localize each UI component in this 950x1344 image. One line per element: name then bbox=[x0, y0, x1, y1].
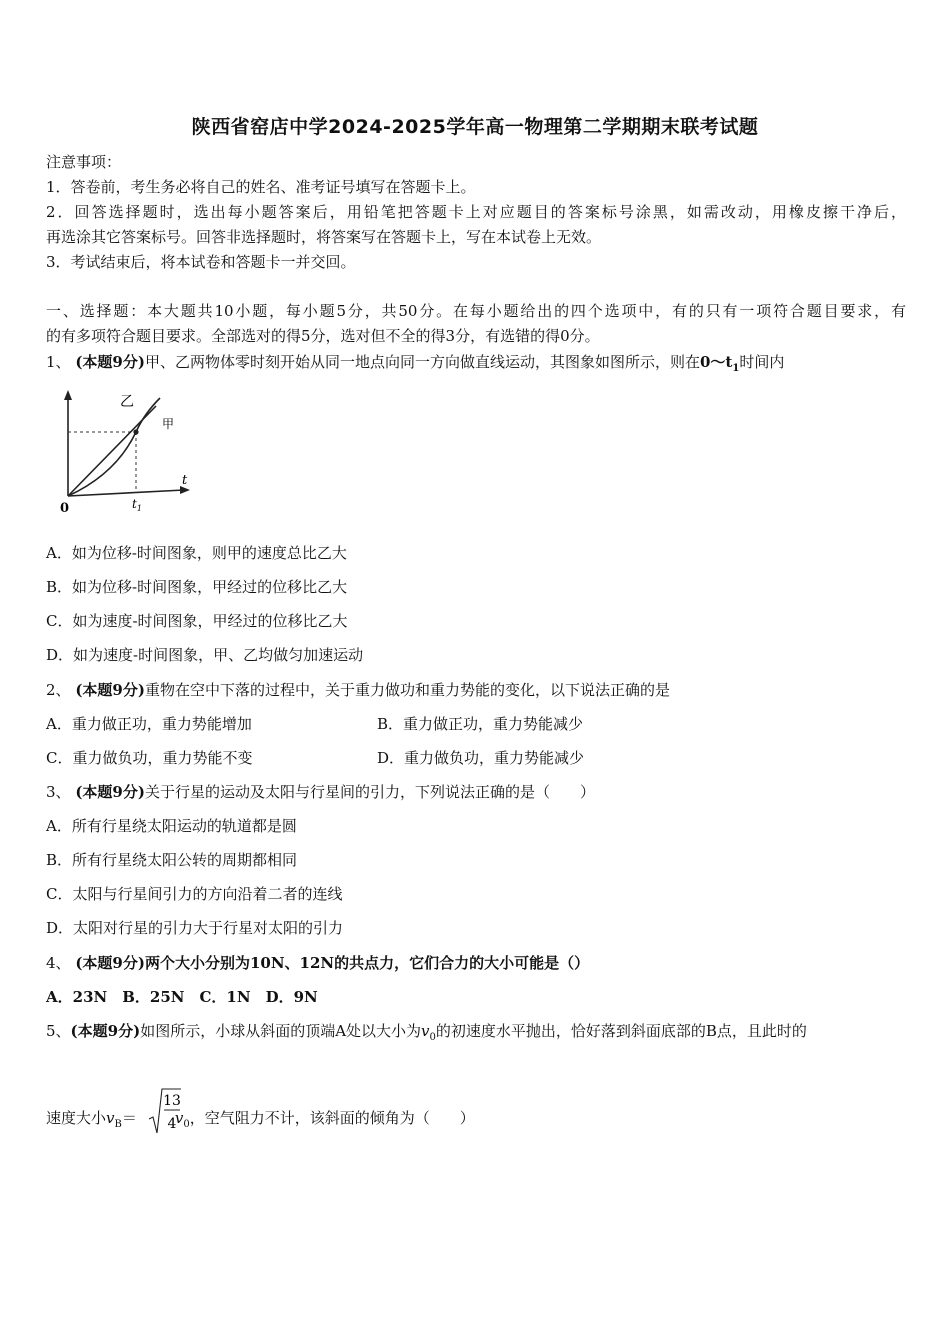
option-d: D．如为速度-时间图象，甲、乙均做匀加速运动 bbox=[46, 646, 364, 664]
section-instruction: 一、选择题：本大题共10小题，每小题5分，共50分。在每小题给出的四个选项中，有的只有一项符合题目要求，有 bbox=[46, 302, 906, 320]
option-b: B．所有行星绕太阳公转的周期都相同 bbox=[46, 851, 298, 869]
symbol-v: v bbox=[174, 1109, 184, 1127]
option-a: A．重力做正功，重力势能增加 bbox=[46, 715, 252, 733]
symbol-v: v bbox=[106, 1109, 115, 1127]
option-d: D．太阳对行星的引力大于行星对太阳的引力 bbox=[46, 919, 344, 937]
question-tag: (本题9分) bbox=[75, 783, 145, 801]
question-text: 的初速度水平抛出，恰好落到斜面底部的B点，且此时的 bbox=[435, 1022, 807, 1040]
subscript: 0 bbox=[183, 1119, 190, 1130]
option-d: D．重力做负功，重力势能减少 bbox=[377, 749, 585, 767]
notice-item: 1．答卷前，考生务必将自己的姓名、准考证号填写在答题卡上。 bbox=[46, 178, 476, 196]
x-axis bbox=[68, 490, 184, 496]
question-text: 0～t bbox=[699, 353, 733, 371]
option-c: C．重力做负功，重力势能不变 bbox=[46, 749, 253, 767]
question-number: 5、 bbox=[46, 1022, 71, 1040]
question-5-stem bbox=[46, 1021, 807, 1048]
question-text: 时间内 bbox=[739, 353, 785, 371]
question-2-stem bbox=[46, 680, 670, 700]
notice-item: 再选涂其它答案标号。回答非选择题时，将答案写在答题卡上，写在本试卷上无效。 bbox=[46, 228, 602, 246]
label-jia: 甲 bbox=[162, 417, 175, 431]
options-row: A．23N B．25N C．1N D．9N bbox=[46, 988, 318, 1006]
question-number: 3、 bbox=[46, 783, 71, 801]
subscript: 1 bbox=[732, 363, 740, 374]
question-tag: (本题9分) bbox=[75, 681, 145, 699]
question-3-stem bbox=[46, 782, 595, 802]
section-instruction: 的有多项符合题目要求。全部选对的得5分，选对但不全的得3分，有选错的得0分。 bbox=[46, 327, 600, 345]
fraction-denominator: 4 bbox=[167, 1116, 177, 1132]
option-c: C．如为速度-时间图象，甲经过的位移比乙大 bbox=[46, 612, 348, 630]
question-text: 速度大小 bbox=[46, 1109, 107, 1127]
sqrt-fraction bbox=[148, 1085, 182, 1137]
question-text: 甲、乙两物体零时刻开始从同一地点向同一方向做直线运动，其图象如图所示，则在 bbox=[144, 353, 700, 371]
fraction-numerator: 13 bbox=[163, 1093, 181, 1109]
label-origin: 0 bbox=[60, 501, 70, 514]
question-tag: (本题9分) bbox=[75, 353, 145, 371]
question-text: ，空气阻力不计，该斜面的倾角为（ ） bbox=[189, 1109, 475, 1127]
option-a: A．如为位移-时间图象，则甲的速度总比乙大 bbox=[46, 544, 347, 562]
equals-sign: ＝ bbox=[121, 1109, 137, 1127]
label-yi: 乙 bbox=[120, 394, 134, 410]
question-5-line2 bbox=[46, 1108, 475, 1135]
question-number: 4、 bbox=[46, 954, 71, 972]
option-c: C．太阳与行星间引力的方向沿着二者的连线 bbox=[46, 885, 343, 903]
symbol-v: v bbox=[421, 1022, 430, 1040]
subscript: 0 bbox=[429, 1032, 436, 1043]
question-text: 重物在空中下落的过程中，关于重力做功和重力势能的变化，以下说法正确的是 bbox=[144, 681, 670, 699]
question-4-stem bbox=[46, 953, 589, 973]
question-text: 两个大小分别为10N、12N的共点力，它们合力的大小可能是（） bbox=[144, 954, 590, 972]
option-a: A．所有行星绕太阳运动的轨道都是圆 bbox=[46, 817, 297, 835]
question-number: 2、 bbox=[46, 681, 71, 699]
question-tag: (本题9分) bbox=[75, 954, 145, 972]
question-number: 1、 bbox=[46, 353, 71, 371]
option-b: B．重力做正功，重力势能减少 bbox=[377, 715, 584, 733]
option-b: B．如为位移-时间图象，甲经过的位移比乙大 bbox=[46, 578, 348, 596]
motion-graph-figure bbox=[56, 384, 196, 514]
intersection-point bbox=[133, 429, 138, 434]
notice-heading: 注意事项： bbox=[46, 153, 122, 171]
notice-item: 3．考试结束后，将本试卷和答题卡一并交回。 bbox=[46, 253, 356, 271]
y-axis-arrow bbox=[64, 390, 72, 400]
label-t-axis: t bbox=[182, 473, 188, 488]
label-t1: $t_1$ bbox=[132, 497, 142, 513]
question-1-stem bbox=[46, 352, 784, 379]
question-text: 如图所示，小球从斜面的顶端A处以大小为 bbox=[140, 1022, 422, 1040]
question-tag: (本题9分) bbox=[70, 1022, 141, 1040]
subscript: B bbox=[114, 1119, 122, 1130]
question-text: 关于行星的运动及太阳与行星间的引力，下列说法正确的是（ ） bbox=[144, 783, 595, 801]
notice-item: 2．回答选择题时，选出每小题答案后，用铅笔把答题卡上对应题目的答案标号涂黑，如需改动，用橡皮擦干净后， bbox=[46, 203, 906, 221]
page-title: 陕西省窑店中学2024-2025学年高一物理第二学期期末联考试题 bbox=[191, 116, 759, 138]
